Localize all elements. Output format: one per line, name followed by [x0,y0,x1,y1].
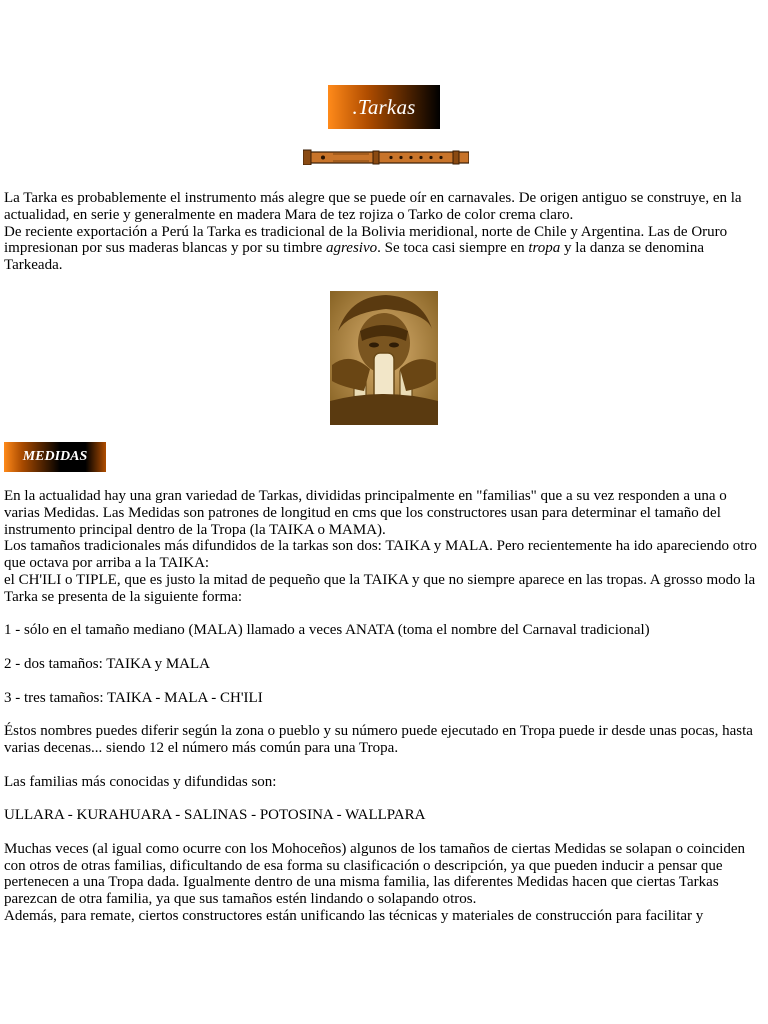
intro-text [4,190,762,274]
list-item: 1 - sólo en el tamaño mediano (MALA) llamado a veces ANATA (toma el nombre del Carnaval tradicional) [4,622,650,639]
medidas-paragraph-7: Además, para remate, ciertos constructores están unificando las técnicas y materiales de construcción para facilitar y [4,907,704,924]
list-item: 3 - tres tamaños: TAIKA - MALA - CH'ILI [4,689,263,706]
families-list: ULLARA - KURAHUARA - SALINAS - POTOSINA - WALLPARA [4,807,426,824]
intro-paragraph-2 [4,224,762,274]
medidas-paragraph-3: el CH'ILI o TIPLE, que es justo la mitad de pequeño que la TAIKA y que no siempre aparece en las tropas. A grosso modo la Tarka se presenta de la siguiente forma: [4,571,756,605]
section-heading-medidas: MEDIDAS [4,442,106,472]
list-item: 2 - dos tamaños: TAIKA y MALA [4,655,211,672]
intro-p2-part-a: De reciente exportación a Perú la Tarka es tradicional de la Bolivia meridional, norte de Chile y Argentina. Las de Oruro impresionan por sus maderas blancas y por su timbre [4,223,728,257]
tarka-player-photo [330,291,438,425]
intro-p2-part-c: y la danza se denomina Tarkeada. [4,240,704,274]
medidas-paragraph-2: Los tamaños tradicionales más difundidos de la tarkas son dos: TAIKA y MALA. Pero recientemente ha ido apareciendo otro que octava por arriba a la TAIKA: [4,538,757,572]
tarka-flute-illustration [303,149,469,165]
page-title [328,85,440,129]
page-title-dot: . [352,94,358,119]
medidas-text [4,488,762,925]
medidas-banner [4,442,106,472]
intro-p2-tropa: tropa [528,240,561,257]
medidas-paragraph-6: Muchas veces (al igual como ocurre con los Mohoceños) algunos de los tamaños de ciertas Medidas se solapan o coinciden con otros de otras familias, dificultando de esa forma su clasificación o descripción, ya que pueden inducir a pensar que pertenecen a una Tropa dada. Igualmente dentro de una misma familia, las diferentes Medidas hacen que ciertas Tarkas parezcan de otra familia, ya que sus tamaños estén lindando o solapando otros. [4,840,746,908]
intro-p2-agresivo: agresivo [326,240,378,257]
page-title-word: Tarkas [357,94,416,119]
title-banner [328,85,440,129]
medidas-paragraph-5: Las familias más conocidas y difundidas son: [4,773,277,790]
medidas-paragraph-1: En la actualidad hay una gran variedad de Tarkas, divididas principalmente en "familias" que a su vez responden a una o varias Medidas. Las Medidas son patrones de longitud en cms que los constructores usan para determinar el tamaño del instrumento principal dentro de la Tropa (la TAIKA o MAMA). [4,488,727,538]
intro-paragraph-1: La Tarka es probablemente el instrumento más alegre que se puede oír en carnavales. De origen antiguo se construye, en la actualidad, en serie y generalmente en madera Mara de tez rojiza o Tarko de color crema claro. [4,190,742,223]
intro-p2-part-b: . Se toca casi siempre en [377,240,529,257]
medidas-paragraph-4: Éstos nombres puedes diferir según la zona o pueblo y su número puede ejecutado en Tropa puede ir desde unas pocas, hasta varias decenas... siendo 12 el número más común para una Tropa. [4,723,753,756]
